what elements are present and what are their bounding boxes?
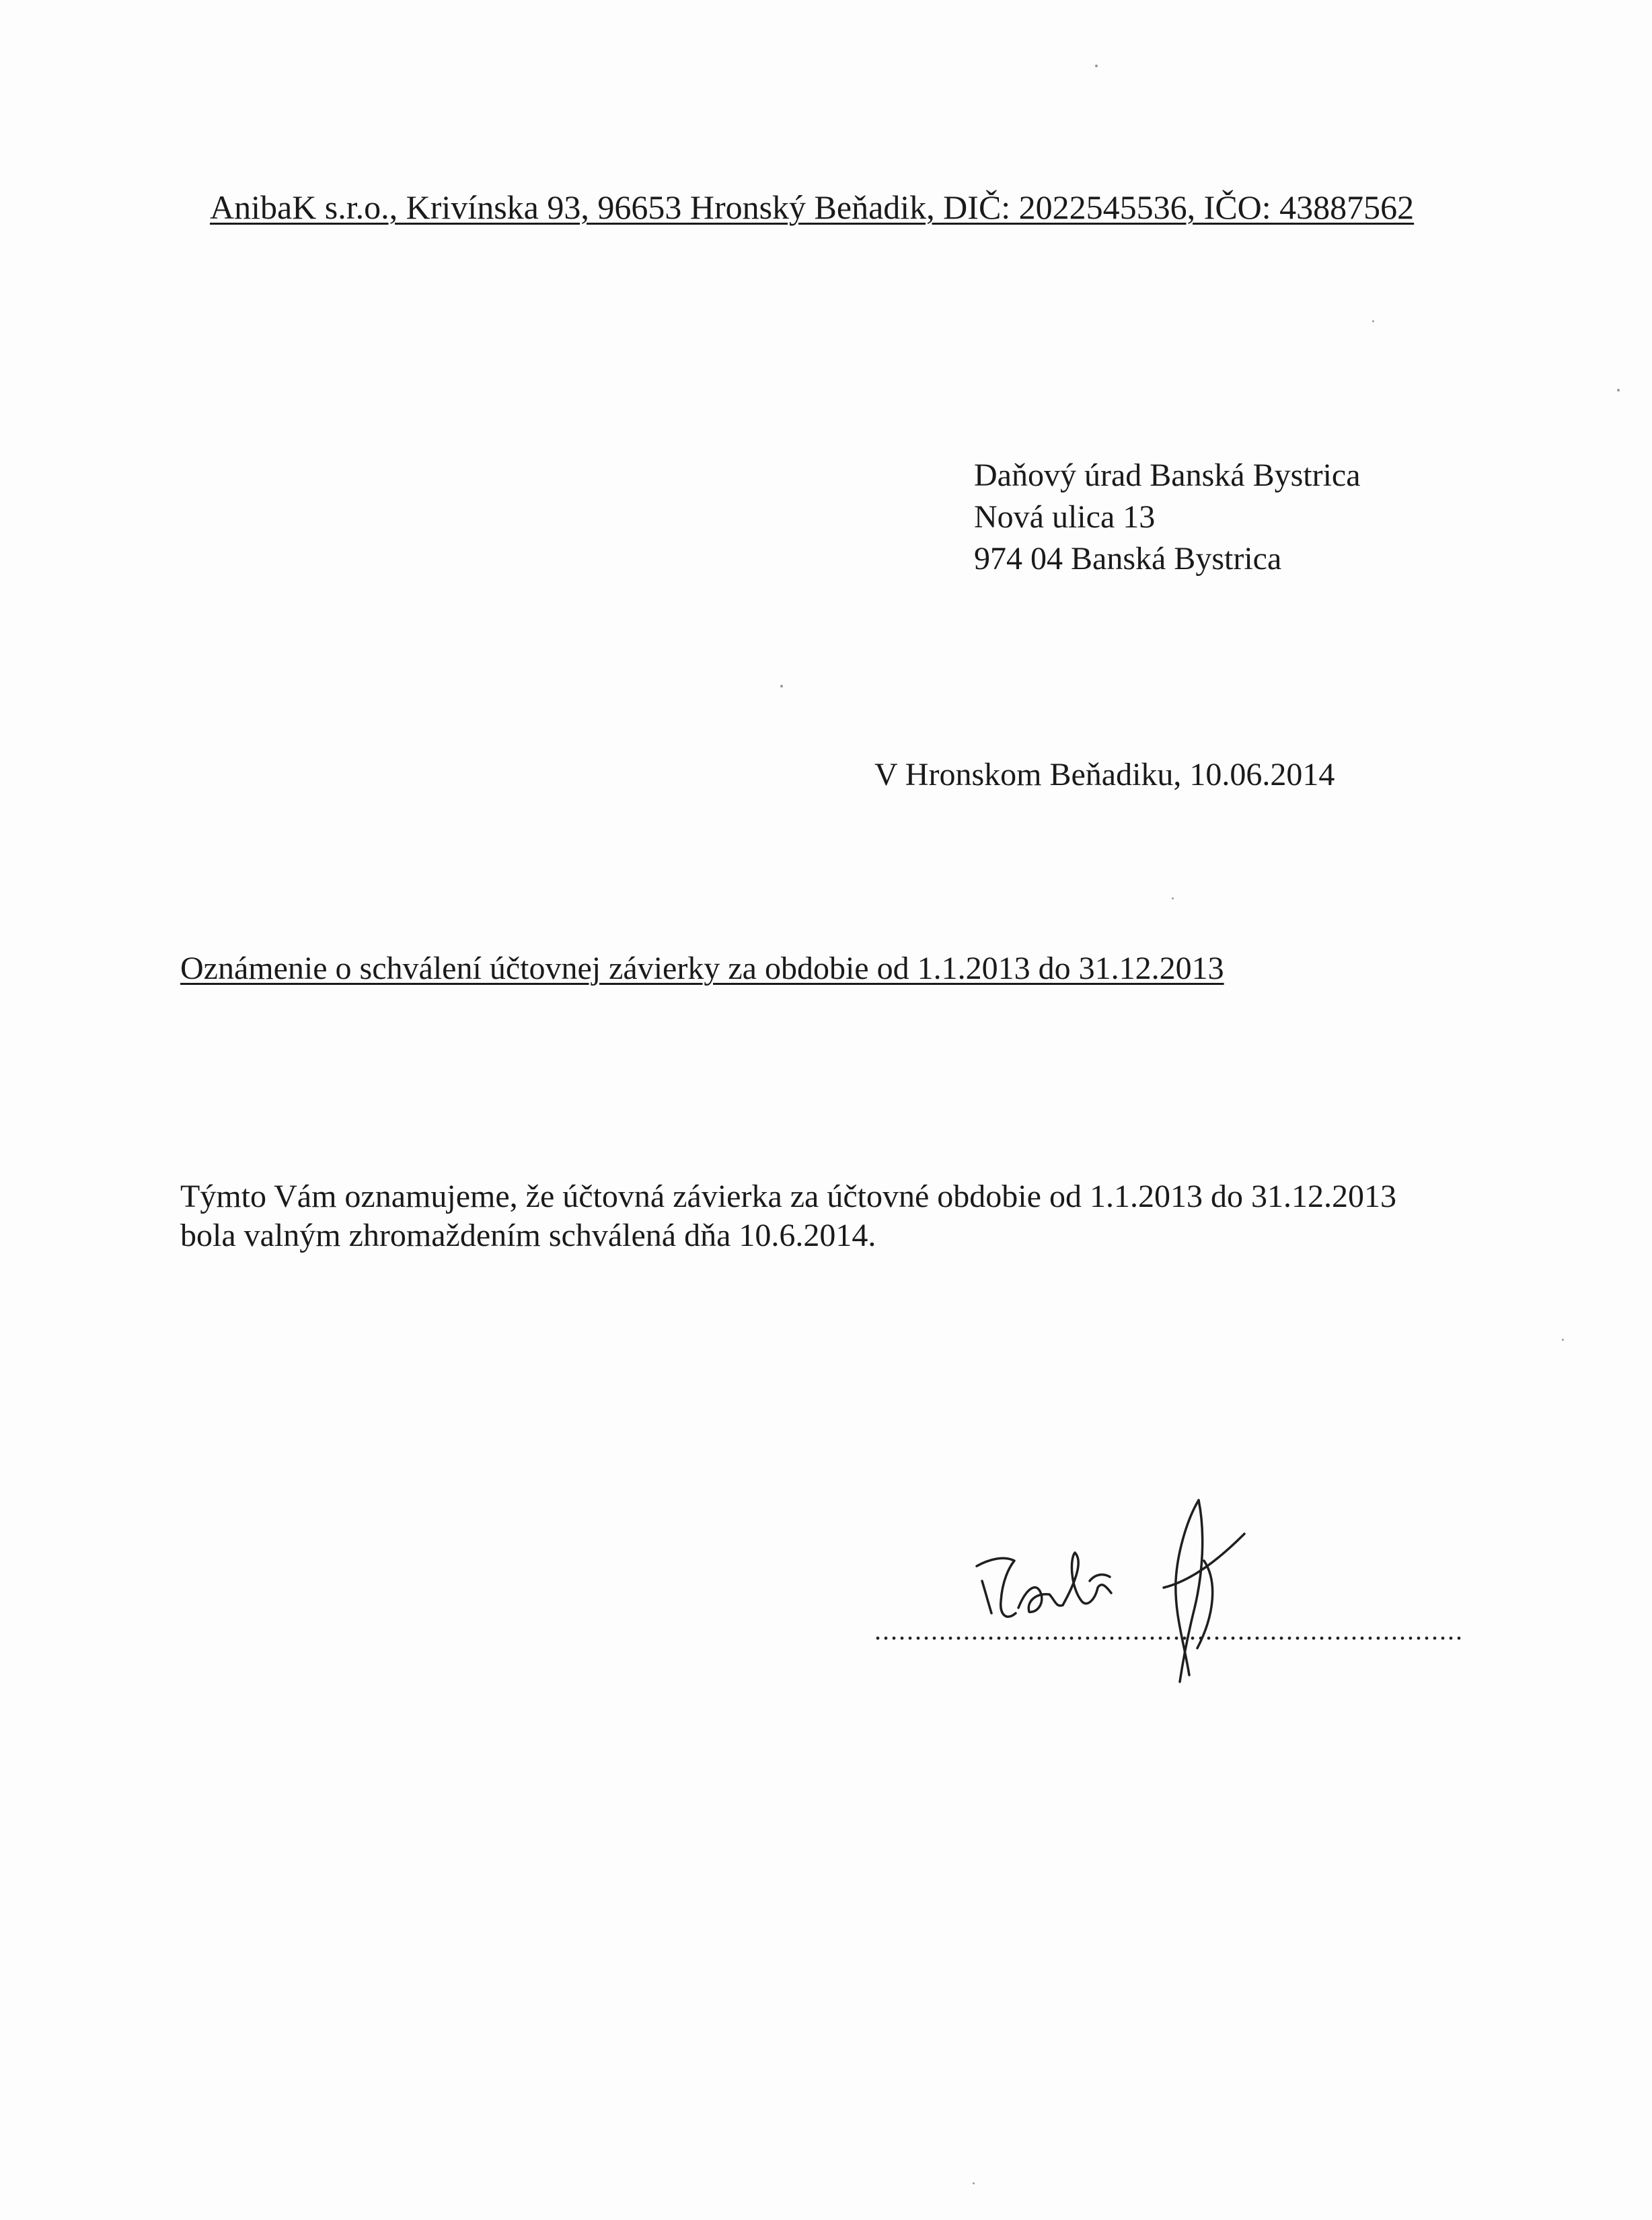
handwritten-signature xyxy=(962,1480,1271,1695)
subject-line: Oznámenie o schválení účtovnej závierky za obdobie od 1.1.2013 do 31.12.2013 xyxy=(180,951,1224,986)
scan-speck xyxy=(1617,389,1620,392)
scan-speck xyxy=(1095,65,1098,67)
recipient-address xyxy=(974,455,1361,580)
scan-speck xyxy=(1372,320,1374,322)
scan-speck xyxy=(973,2182,975,2184)
recipient-street: Nová ulica 13 xyxy=(974,499,1156,535)
body-line-2: bola valným zhromaždením schválená dňa 10.6.2014. xyxy=(180,1218,876,1253)
scan-speck xyxy=(780,685,783,688)
scan-speck xyxy=(1172,897,1174,899)
signature-dotted-line: ......................................................................... xyxy=(874,1615,1464,1645)
recipient-name: Daňový úrad Banská Bystrica xyxy=(974,457,1361,493)
company-header: AnibaK s.r.o., Krivínska 93, 96653 Hronský Beňadik, DIČ: 2022545536, IČO: 43887562 xyxy=(210,188,1415,226)
body-paragraph xyxy=(180,1177,1396,1255)
body-line-1: Týmto Vám oznamujeme, že účtovná závierka za účtovné obdobie od 1.1.2013 do 31.12.2013 xyxy=(180,1179,1396,1214)
scan-speck xyxy=(1562,1339,1564,1341)
place-date: V Hronskom Beňadiku, 10.06.2014 xyxy=(874,757,1335,792)
signature-block xyxy=(874,1480,1464,1695)
recipient-city: 974 04 Banská Bystrica xyxy=(974,541,1282,577)
